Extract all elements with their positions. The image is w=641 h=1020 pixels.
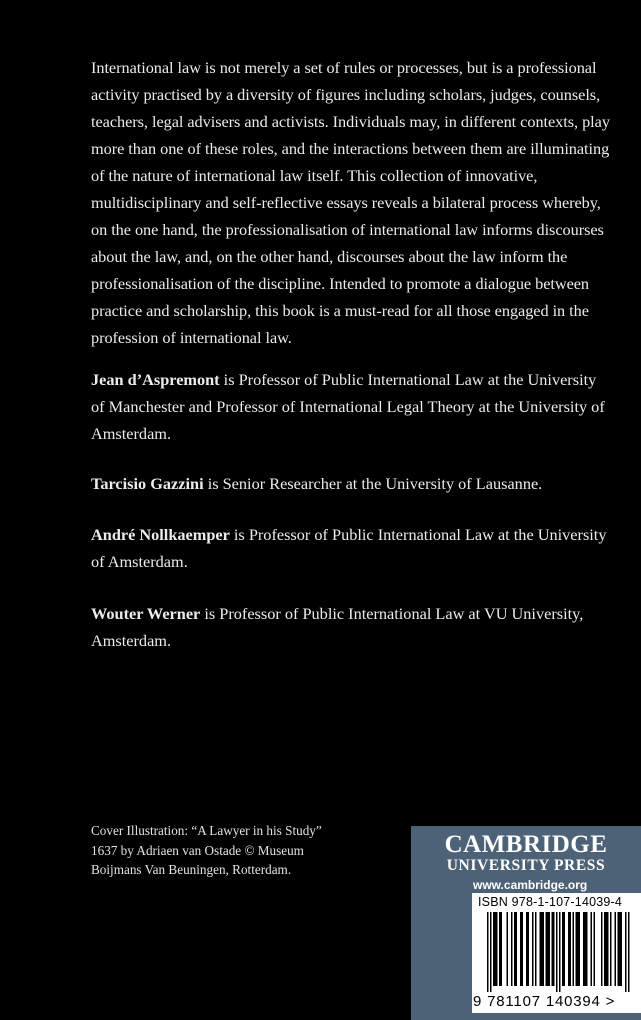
editor-bio: [91, 366, 611, 447]
editor-name: André Nollkaemper: [91, 525, 230, 544]
barcode-bar: [625, 912, 627, 992]
publisher-logo-subtitle: UNIVERSITY PRESS: [446, 857, 606, 874]
publisher-url: www.cambridge.org: [473, 878, 588, 892]
barcode-bar: [526, 912, 528, 986]
editor-bio-text: is Professor of Public International Law at the University of Amsterdam.: [91, 525, 607, 571]
barcode-bar: [610, 912, 612, 986]
barcode-bar: [535, 912, 537, 986]
barcode-bar: [585, 912, 587, 986]
barcode-bar: [564, 912, 566, 986]
barcode-bar: [576, 912, 578, 986]
editor-bio-text: is Senior Researcher at the University of Lausanne.: [203, 474, 543, 493]
editor-name: Wouter Werner: [91, 604, 201, 623]
barcode-bar: [487, 912, 489, 992]
cover-illustration-credit: [91, 821, 391, 880]
credit-line: Boijmans Van Beuningen, Rotterdam.: [91, 862, 292, 877]
barcode-bar: [583, 912, 585, 986]
barcode-bar: [493, 912, 495, 986]
barcode-bar: [549, 912, 551, 986]
barcode-bar: [532, 912, 534, 986]
editor-bio-text: is Professor of Public International Law at the University of Manchester and Professor of International Legal Theory at the University of Amsterdam.: [91, 370, 605, 443]
barcode-bar: [511, 912, 513, 986]
barcode-bar: [490, 912, 492, 992]
barcode-bar: [619, 912, 621, 986]
book-description: International law is not merely a set of rules or processes, but is a professional activity practised by a diversity of figures including scholars, judges, counsels, teachers, legal advisers and activists. Individuals may, in different contexts, play more than one of these roles, and the interactions between them are illuminating of the nature of international law itself. This collection of innovative, multidisciplinary and self-reflective essays reveals a bilateral process whereby, on the one hand, the professionalisation of international law informs discourses about the law, and, on the other hand, discourses about the law inform the professionalisation of the discipline. Intended to promote a dialogue between practice and scholarship, this book is a must-read for all those engaged in the profession of international law.: [91, 58, 610, 347]
barcode-bar: [586, 912, 588, 986]
barcode-bar: [556, 912, 558, 992]
barcode-bar: [540, 912, 542, 986]
editor-name: Tarcisio Gazzini: [91, 474, 204, 493]
barcode-bar: [568, 912, 570, 986]
barcode-bar: [528, 912, 530, 986]
barcode-bar: [552, 912, 554, 986]
barcode-bar: [618, 912, 620, 986]
barcode-bar: [520, 912, 522, 986]
editor-name: Jean d’Aspremont: [91, 370, 220, 389]
barcode-bar: [546, 912, 548, 986]
barcode-bar: [621, 912, 623, 986]
barcode-bar: [514, 912, 516, 986]
editor-bio: [91, 521, 611, 575]
barcode-bar: [606, 912, 608, 986]
barcode-bar: [553, 912, 555, 986]
credit-line: 1637 by Adriaen van Ostade © Museum: [91, 842, 304, 858]
publisher-logo-name: CAMBRIDGE: [444, 831, 608, 858]
barcode-bars: [476, 912, 637, 992]
barcode-bar: [559, 912, 561, 992]
editor-bio: [91, 600, 611, 654]
barcode: [472, 893, 641, 1013]
editor-bio: [91, 470, 611, 497]
barcode-bar: [594, 912, 596, 986]
editor-bio-text: is Professor of Public International Law at VU University, Amsterdam.: [91, 604, 584, 650]
barcode-bar: [628, 912, 630, 992]
barcode-bar: [501, 912, 503, 986]
barcode-bar: [522, 912, 524, 986]
barcode-bar: [543, 912, 545, 986]
barcode-bar: [579, 912, 581, 986]
isbn-label: ISBN 978-1-107-14039-4: [478, 895, 623, 909]
barcode-bar: [570, 912, 572, 986]
barcode-bar: [541, 912, 543, 986]
barcode-bar: [562, 912, 564, 986]
barcode-bar: [496, 912, 498, 986]
barcode-bar: [577, 912, 579, 986]
barcode-bar: [601, 912, 603, 986]
barcode-digits: 9 781107 140394 >: [473, 993, 616, 1010]
barcode-bar: [516, 912, 518, 986]
barcode-bar: [604, 912, 606, 986]
barcode-bar: [591, 912, 593, 986]
credit-line: Cover Illustration: “A Lawyer in his Study”: [91, 823, 322, 838]
barcode-bar: [495, 912, 497, 986]
barcode-bar: [607, 912, 609, 986]
barcode-bar: [573, 912, 575, 986]
barcode-bar: [499, 912, 501, 986]
barcode-bar: [507, 912, 509, 986]
barcode-bar: [547, 912, 549, 986]
barcode-bar: [615, 912, 617, 986]
